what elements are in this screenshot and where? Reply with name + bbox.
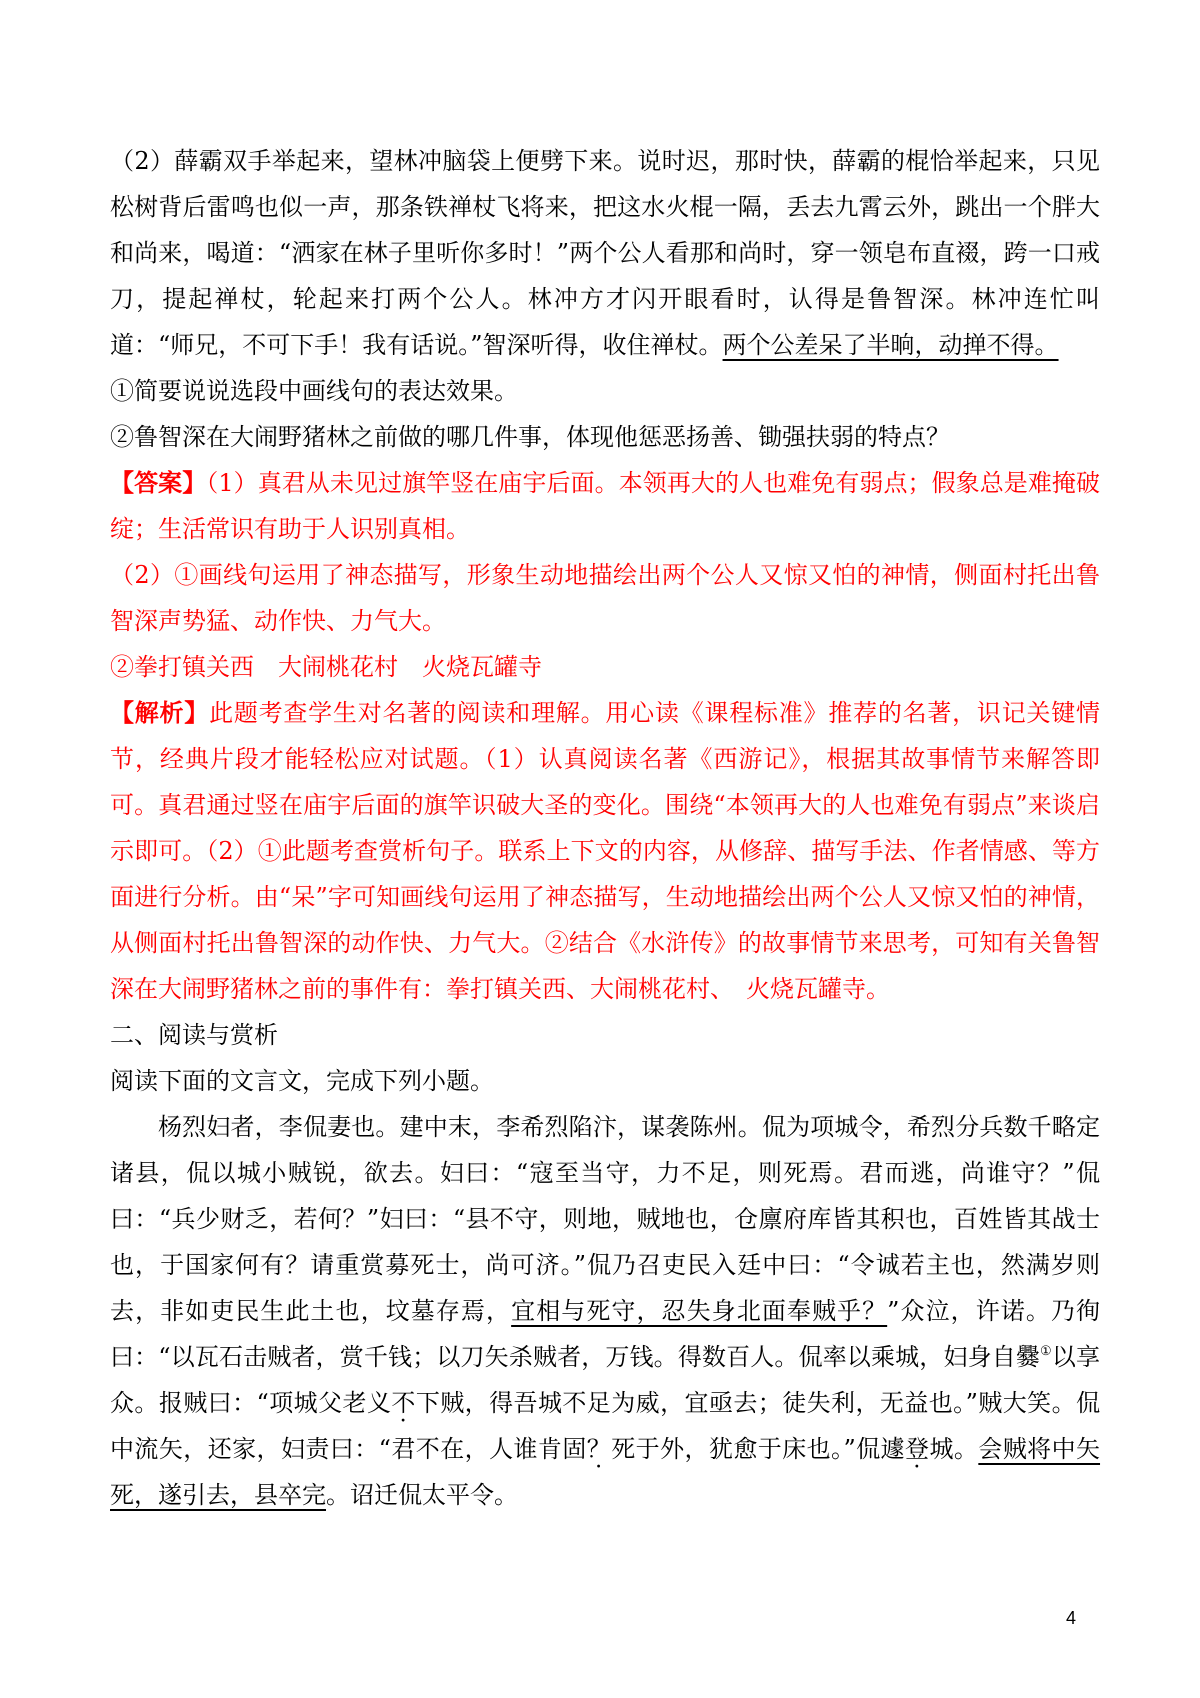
passage-part: 登城。 [905, 1435, 979, 1463]
question-2-passage [110, 138, 1100, 368]
underlined-sentence-1: 宜相与死守，忍失身北面奉贼乎？ [511, 1297, 888, 1325]
analysis-text: 此题考查学生对名著的阅读和理解。用心读《课程标准》推荐的名著，识记关键情节，经典片段才能轻松应对试题。（1）认真阅读名著《西游记》，根据其故事情节来解答即可。真君通过竖在庙宇后面的旗竿识破大圣的变化。围绕“本领再大的人也难免有弱点”来谈启示即可。（2）①此题考查赏析句子。联系上下文的内容，从修辞、描写手法、作者情感、等方面进行分析。由“呆”字可知画线句运用了神态描写，生动地描绘出两个公人又惊又怕的神情，从侧面村托出鲁智深的动作快、力气大。②结合《水浒传》的故事情节来思考，可知有关鲁智深在大闹野猪林之前的事件有：拳打镇关西、大闹桃花村、 火烧瓦罐寺。 [110, 699, 1100, 1003]
sub-question-2: ②鲁智深在大闹野猪林之前做的哪几件事，体现他惩恶扬善、锄强扶弱的特点？ [110, 423, 950, 451]
passage-text: （2）薛霸双手举起来，望林冲脑袋上便劈下来。说时迟，那时快，薛霸的棍恰举起来，只见松树背后雷鸣也似一声，那条铁禅杖飞将来，把这水火棍一隔，丢去九霄云外，跳出一个胖大和尚来，喝道：“洒家在林子里听你多时！”两个公人看那和尚时，穿一领皂布直裰，跨一口戒刀，提起禅杖，轮起来打两个公人。林冲方才闪开眼看时，认得是鲁智深。林冲连忙叫道：“师兄，不可下手！我有话说。”智深听得，收住禅杖。 [110, 147, 1100, 359]
answer-tag: 【答案】 [110, 468, 207, 497]
underlined-sentence: 两个公差呆了半晌，动掸不得。 [722, 331, 1059, 359]
passage-part: 杨烈妇者，李侃妻也。建中末，李希烈陷汴，谋袭陈州。侃为项城令，希烈分兵数千略定诸县，侃以城小贼锐，欲去。妇曰：“寇至当守，力不足，则死焉。君而逃，尚谁守？”侃曰：“兵少财乏，若何？”妇曰：“县不守，则地，贼地也，仓廪府库皆其积也，百姓皆其战士也，于国家何有？请重赏募死士，尚可济。”侃乃召吏民入廷中曰：“令诚若主也，然满岁则去，非如吏民生此土也，坟墓存焉， [110, 1113, 1100, 1325]
reading-instruction: 阅读下面的文言文，完成下列小题。 [110, 1067, 494, 1095]
underlined-sentence-2: 会贼将中矢死，遂引去，县卒完 [110, 1435, 1101, 1509]
dotted-word-ju: 遽 [880, 1435, 906, 1463]
dotted-word-gu: 固 [562, 1435, 587, 1463]
passage-part: 以享众。报贼曰：“项城父老 [110, 1343, 1101, 1417]
answer-1: （1）真君从未见过旗竿竖在庙宇后面。本领再大的人也难免有弱点；假象总是难掩破绽；生活常识有助于人识别真相。 [110, 469, 1100, 543]
section-heading: 二、阅读与赏析 [110, 1021, 278, 1049]
sub-question-1: ①简要说说选段中画线句的表达效果。 [110, 377, 518, 405]
classical-passage [110, 1104, 1100, 1518]
page-content [110, 138, 1100, 1518]
passage-part: 不下贼，得吾城不足为威，宜亟去；徒失利，无益也。”贼大笑。侃中流矢，还家，妇责曰：“君不在，人谁肯 [110, 1389, 1100, 1463]
answer-block [110, 460, 1100, 552]
answer-2: （2）①画线句运用了神态描写，形象生动地描绘出两个公人又惊又怕的神情，侧面村托出鲁智深声势猛、动作快、力气大。 [110, 561, 1100, 635]
analysis-block [110, 690, 1100, 1012]
footnote-marker: ① [1040, 1344, 1052, 1359]
analysis-tag: 【解析】 [110, 698, 210, 727]
passage-part: ”众泣，许诺。乃徇曰：“以瓦石击贼者，赏千钱；以刀矢杀贼者，万钱。得数百人。侃率以乘城，妇身自爨 [110, 1297, 1100, 1371]
passage-part: ？死于外，犹愈于床也。”侃 [586, 1435, 881, 1463]
page-number: 4 [1066, 1608, 1077, 1628]
dotted-word-yi: 义 [366, 1389, 392, 1417]
answer-3: ②拳打镇关西 大闹桃花村 火烧瓦罐寺 [110, 653, 542, 681]
passage-part: 。诏迁侃太平令。 [326, 1481, 518, 1509]
